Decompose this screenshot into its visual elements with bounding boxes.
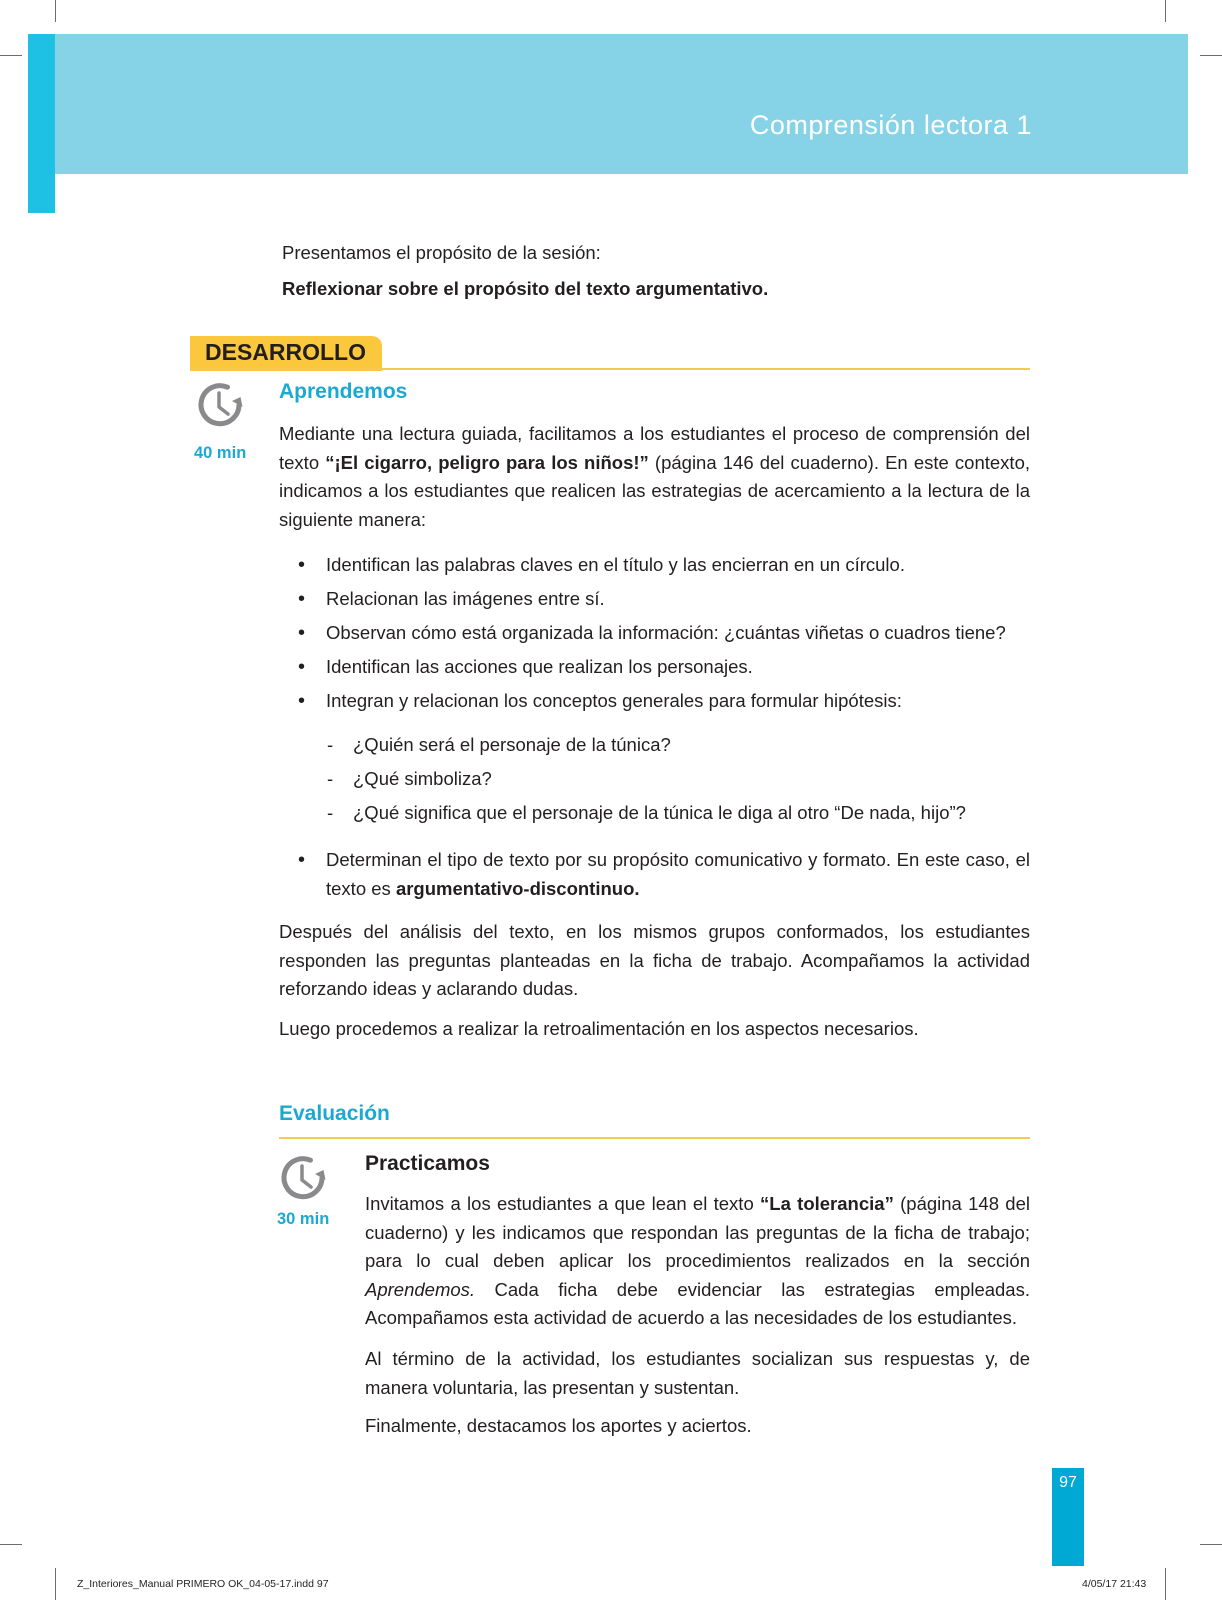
crop-mark: [1165, 1568, 1166, 1600]
paragraph: Luego procedemos a realizar la retroalimentación en los aspectos necesarios.: [279, 1018, 919, 1039]
subsection-heading-practicamos: Practicamos: [365, 1152, 490, 1175]
header-band: [28, 34, 1188, 174]
section-rule: [190, 368, 1030, 370]
list-item: • Relacionan las imágenes entre sí.: [279, 585, 1039, 614]
list-item: - ¿Qué simboliza?: [327, 765, 1027, 794]
section-tab-label: DESARROLLO: [205, 339, 366, 365]
question-list: [327, 731, 1027, 828]
clock-icon: [196, 381, 246, 429]
crop-mark: [55, 1568, 56, 1600]
list-item: - ¿Qué significa que el personaje de la túnica le diga al otro “De nada, hijo”?: [327, 799, 1027, 828]
crop-mark: [0, 1544, 22, 1545]
duration-label: 30 min: [277, 1210, 330, 1228]
crop-mark: [55, 0, 56, 22]
strategy-list: [279, 551, 1039, 716]
paragraph: Después del análisis del texto, en los mismos grupos conformados, los estudiantes responden las preguntas planteadas en la ficha de trabajo. Acompañamos la actividad reforzando ideas y aclarando dudas.: [279, 921, 1030, 999]
section-rule: [279, 1137, 1030, 1139]
crop-mark: [1200, 1544, 1222, 1545]
paragraph: Mediante una lectura guiada, facilitamos a los estudiantes el proceso de comprensión del texto “¡El cigarro, peligro para los niños!” (página 146 del cuaderno). En este contexto, indicamos a los estudiantes que realicen las estrategias de acercamiento a la lectura de la siguiente manera:: [279, 423, 1031, 530]
date-slug: 4/05/17 21:43: [1082, 1578, 1147, 1590]
list-item: • Observan cómo está organizada la información: ¿cuántas viñetas o cuadros tiene?: [279, 619, 1039, 648]
subsection-heading-aprendemos: Aprendemos: [279, 380, 408, 403]
paragraph: Invitamos a los estudiantes a que lean el texto “La tolerancia” (página 148 del cuaderno) y les indicamos que respondan las preguntas de la ficha de trabajo; para lo cual deben aplicar los procedimientos realizados en la sección Aprendemos. Cada ficha debe evidenciar las estrategias empleadas. Acompañamos esta actividad de acuerdo a las necesidades de los estudiantes.: [365, 1193, 1030, 1328]
list-item: - ¿Quién será el personaje de la túnica?: [327, 731, 1027, 760]
duration-label: 40 min: [194, 444, 247, 462]
section-tab-desarrollo: [190, 336, 382, 371]
paragraph: Al término de la actividad, los estudiantes socializan sus respuestas y, de manera voluntaria, las presentan y sustentan.: [365, 1348, 1030, 1398]
section-heading-evaluacion: Evaluación: [279, 1102, 390, 1125]
session-purpose: Reflexionar sobre el propósito del texto argumentativo.: [282, 278, 769, 299]
list-item: • Identifican las palabras claves en el título y las encierran en un círculo.: [279, 551, 1039, 580]
list-item: • Determinan el tipo de texto por su propósito comunicativo y formato. En este caso, el texto es argumentativo-discontinuo.: [279, 846, 1030, 903]
header-title: Comprensión lectora 1: [749, 110, 1032, 140]
list-item: • Identifican las acciones que realizan los personajes.: [279, 653, 1039, 682]
crop-mark: [0, 55, 22, 56]
clock-icon: [279, 1154, 329, 1202]
crop-mark: [1165, 0, 1166, 22]
page-number: 97: [1059, 1474, 1077, 1491]
file-slug: Z_Interiores_Manual PRIMERO OK_04-05-17.indd 97: [77, 1578, 329, 1590]
crop-mark: [1200, 55, 1222, 56]
list-item: • Integran y relacionan los conceptos generales para formular hipótesis:: [279, 687, 1039, 716]
intro-line: Presentamos el propósito de la sesión:: [282, 242, 601, 263]
header-accent-bar: [28, 34, 55, 213]
paragraph: Finalmente, destacamos los aportes y aciertos.: [365, 1415, 752, 1436]
